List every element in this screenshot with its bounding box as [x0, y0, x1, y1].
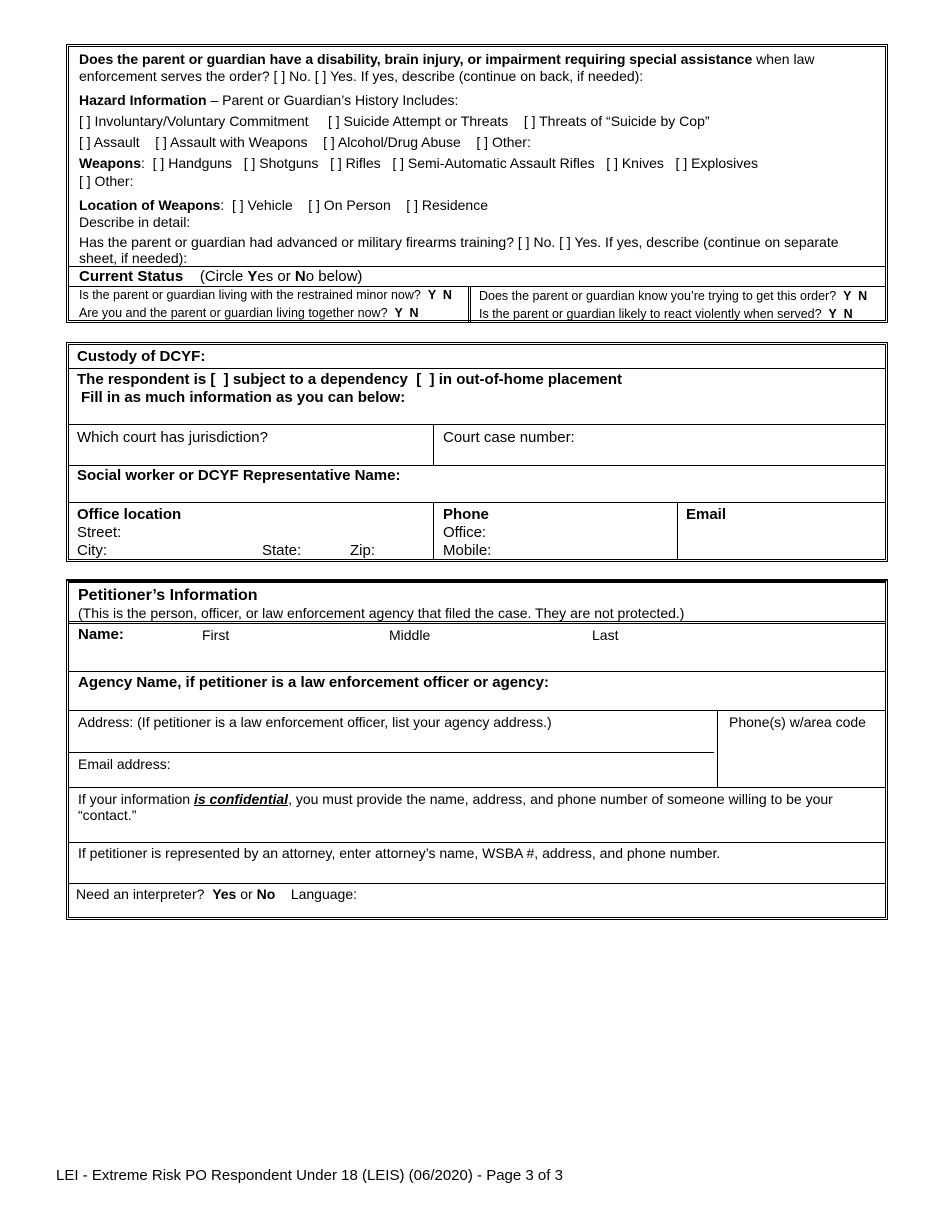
- hazard-information-heading: Hazard Information – Parent or Guardian’s History Includes:: [79, 92, 459, 108]
- status-question-knows-order: Does the parent or guardian know you’re trying to get this order? Y N: [479, 289, 868, 303]
- court-case-number-field[interactable]: Court case number:: [443, 429, 575, 446]
- status-question-living-together: Are you and the parent or guardian living together now? Y N: [79, 306, 419, 320]
- page-footer: LEI - Extreme Risk PO Respondent Under 18 (LEIS) (06/2020) - Page 3 of 3: [56, 1167, 563, 1184]
- yes-no-circle[interactable]: Y N: [427, 288, 452, 302]
- dcyf-title: Custody of DCYF:: [77, 348, 206, 365]
- phones-field[interactable]: Phone(s) w/area code: [729, 714, 866, 730]
- weapons-options[interactable]: Weapons: [ ] Handguns [ ] Shotguns [ ] Rifles [ ] Semi-Automatic Assault Rifles [ ] Knives [ ] Explosives: [79, 155, 759, 171]
- status-question-living-with-minor: Is the parent or guardian living with the restrained minor now? Y N: [79, 288, 452, 302]
- state-field[interactable]: State:: [262, 542, 302, 559]
- respondent-dependency-line[interactable]: The respondent is [ ] subject to a dependency [ ] in out-of-home placement: [77, 371, 623, 388]
- fill-in-instruction: Fill in as much information as you can below:: [81, 389, 406, 406]
- language-field[interactable]: Language:: [290, 886, 357, 902]
- interpreter-question[interactable]: Need an interpreter? Yes or No Language:: [76, 886, 357, 902]
- phone-label: Phone: [443, 506, 489, 523]
- mobile-phone-field[interactable]: Mobile:: [443, 542, 492, 559]
- history-options-2[interactable]: [ ] Assault [ ] Assault with Weapons [ ] Alcohol/Drug Abuse [ ] Other:: [79, 134, 531, 150]
- address-field[interactable]: Address: (If petitioner is a law enforcement officer, list your agency address.): [78, 714, 552, 730]
- yes-no-circle[interactable]: Y N: [843, 289, 868, 303]
- email-field[interactable]: Email: [686, 506, 727, 523]
- agency-name-field[interactable]: Agency Name, if petitioner is a law enforcement officer or agency:: [78, 674, 549, 691]
- weapons-other[interactable]: [ ] Other:: [79, 173, 134, 189]
- location-of-weapons[interactable]: Location of Weapons: [ ] Vehicle [ ] On Person [ ] Residence: [79, 197, 488, 213]
- current-status-heading: Current Status (Circle Yes or No below): [79, 268, 363, 285]
- hazard-section: [66, 44, 888, 323]
- street-field[interactable]: Street:: [77, 524, 122, 541]
- firearms-training-line2: sheet, if needed):: [79, 250, 188, 266]
- middle-name-field[interactable]: Middle: [389, 627, 431, 643]
- petitioner-section: [66, 579, 888, 920]
- zip-field[interactable]: Zip:: [350, 542, 376, 559]
- disability-question: Does the parent or guardian have a disability, brain injury, or impairment requiring special assistance when law: [79, 51, 815, 67]
- confidential-contact-note-line2: “contact.”: [78, 807, 137, 823]
- office-location-label: Office location: [77, 506, 182, 523]
- yes-no-circle[interactable]: Y N: [828, 307, 853, 321]
- confidential-contact-note: If your information is confidential, you must provide the name, address, and phone number of someone willing to be your: [78, 791, 833, 807]
- name-label: Name:: [78, 626, 124, 643]
- office-phone-field[interactable]: Office:: [443, 524, 487, 541]
- city-field[interactable]: City:: [77, 542, 107, 559]
- petitioner-subtitle: (This is the person, officer, or law enforcement agency that filed the case. They are not protected.): [78, 605, 685, 621]
- firearms-training-question: Has the parent or guardian had advanced or military firearms training? [ ] No. [ ] Yes. If yes, describe (continue on separate: [79, 234, 839, 250]
- dcyf-section: [66, 342, 888, 562]
- attorney-info-field[interactable]: If petitioner is represented by an attorney, enter attorney’s name, WSBA #, address, and phone number.: [78, 845, 721, 861]
- court-jurisdiction-field[interactable]: Which court has jurisdiction?: [77, 429, 268, 446]
- petitioner-title: Petitioner’s Information: [78, 587, 258, 604]
- social-worker-name-field[interactable]: Social worker or DCYF Representative Name:: [77, 467, 401, 484]
- history-options-1[interactable]: [ ] Involuntary/Voluntary Commitment [ ] Suicide Attempt or Threats [ ] Threats of “Suicide by Cop”: [79, 113, 710, 129]
- last-name-field[interactable]: Last: [592, 627, 619, 643]
- yes-no-circle[interactable]: Y N: [394, 306, 419, 320]
- location-describe: Describe in detail:: [79, 214, 191, 230]
- disability-question-line2: enforcement serves the order? [ ] No. [ ] Yes. If yes, describe (continue on back, if needed):: [79, 68, 644, 84]
- status-question-react-violently: Is the parent or guardian likely to react violently when served? Y N: [479, 307, 853, 321]
- first-name-field[interactable]: First: [202, 627, 230, 643]
- email-address-field[interactable]: Email address:: [78, 756, 171, 772]
